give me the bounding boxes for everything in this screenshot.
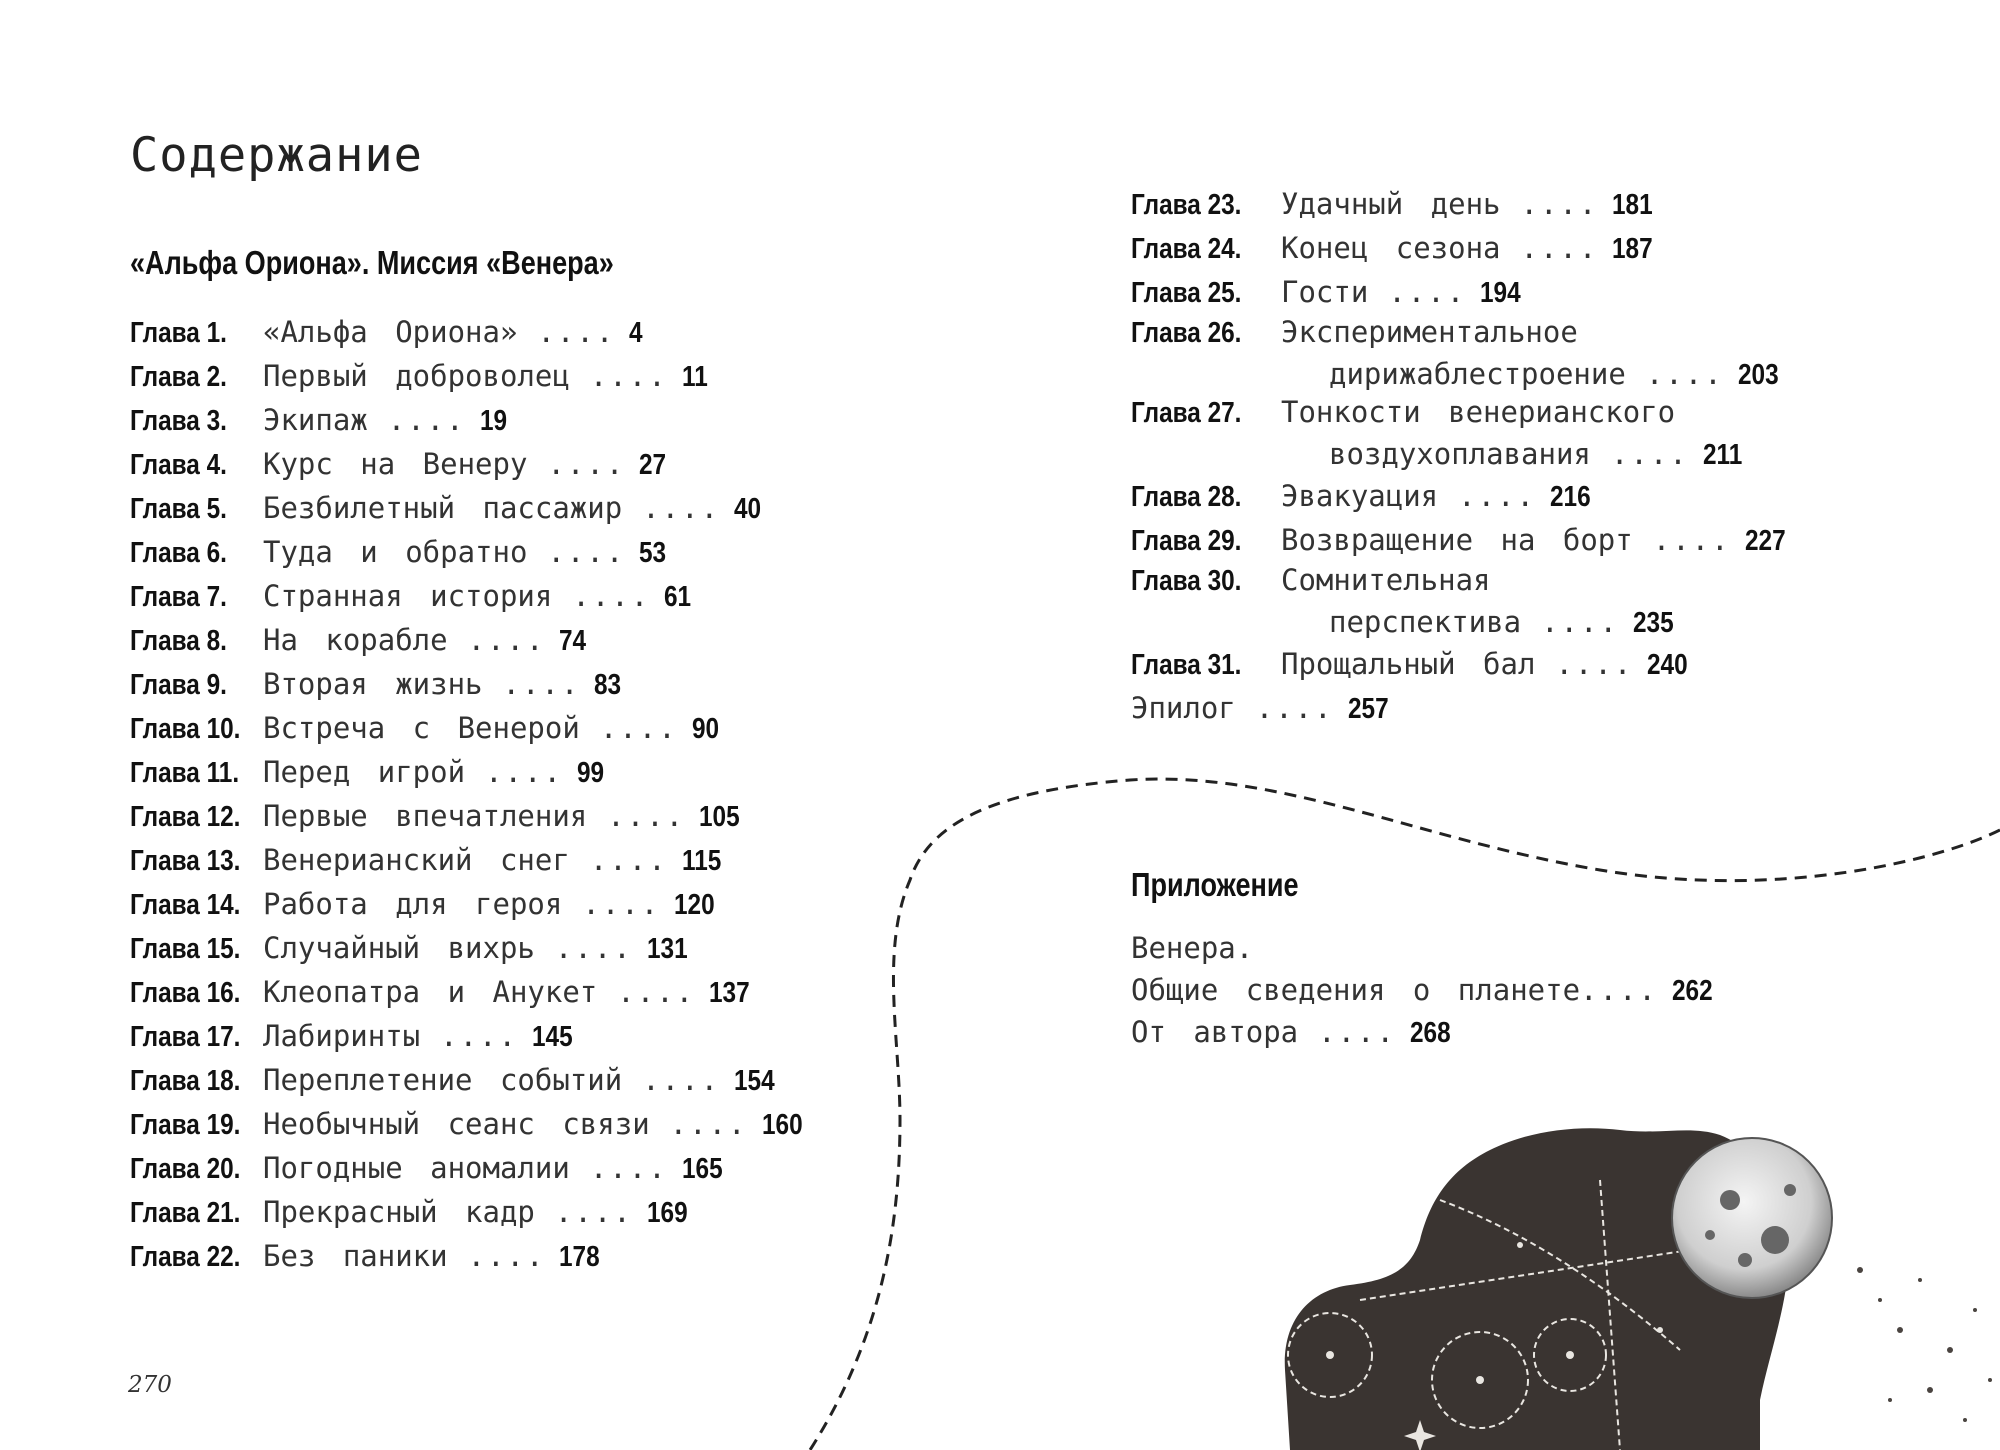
toc-entry: [130, 926, 810, 970]
appendix-title-cont-text: Общие сведения о планете: [1131, 973, 1581, 1007]
celestial-map-illustration: [1285, 1128, 1992, 1450]
chapter-title: Работа для героя: [263, 887, 563, 921]
page-number: 137: [709, 977, 750, 1009]
chapter-title-cont-text: дирижаблестроение: [1329, 357, 1626, 391]
dot-leader: ....: [642, 1063, 721, 1097]
page-number: 178: [559, 1241, 601, 1273]
dot-leader: ....: [387, 403, 466, 437]
toc-entry: [130, 662, 810, 706]
dot-leader: ....: [642, 491, 721, 525]
toc-entry: [130, 882, 810, 926]
toc-entry: [130, 970, 810, 1014]
chapter-label: Глава 31.: [1131, 649, 1242, 681]
page-number: 211: [1702, 439, 1743, 471]
epilogue-title: Эпилог: [1131, 691, 1236, 725]
chapter-title: На корабле: [263, 623, 448, 657]
dot-leader: ....: [1580, 973, 1658, 1007]
toc-entry: [130, 618, 810, 662]
page-number: 154: [734, 1065, 775, 1097]
chapter-title: Лабиринты: [263, 1019, 421, 1053]
page-number: 131: [646, 933, 688, 965]
chapter-title: Экипаж: [263, 403, 368, 437]
page-number: 203: [1737, 359, 1779, 391]
chapter-label: Глава 27.: [1131, 397, 1242, 429]
page-number: 40: [734, 493, 762, 525]
section-title: «Альфа Ориона». Миссия «Венера»: [130, 244, 614, 281]
chapter-label: Глава 13.: [130, 845, 241, 877]
chapter-title: Сомнительная: [1281, 563, 1491, 597]
toc-entry: [130, 398, 810, 442]
dot-leader: ....: [467, 623, 546, 657]
page-number: 74: [559, 625, 587, 657]
page-number: 257: [1347, 693, 1389, 725]
toc-entry: [130, 442, 810, 486]
chapter-title: Конец сезона: [1281, 231, 1501, 265]
chapter-title-continuation: [1329, 436, 1793, 478]
chapter-title: Переплетение событий: [263, 1063, 623, 1097]
toc-entry-epilogue: [1131, 686, 1793, 730]
chapter-title: «Альфа Ориона»: [263, 315, 518, 349]
page-number: 160: [761, 1109, 803, 1141]
chapter-title-cont-text: перспектива: [1329, 605, 1522, 639]
chapter-label: Глава 12.: [130, 801, 241, 833]
dot-leader: ....: [1458, 479, 1536, 513]
toc-entry: [130, 1146, 810, 1190]
dot-leader: ....: [589, 359, 668, 393]
toc-entry: [1131, 562, 1793, 642]
chapter-title: Случайный вихрь: [263, 931, 535, 965]
dot-leader: ....: [1645, 357, 1724, 391]
dot-leader: ....: [669, 1107, 748, 1141]
chapter-title: Странная история: [263, 579, 553, 613]
chapter-label: Глава 19.: [130, 1109, 241, 1141]
chapter-label: Глава 21.: [130, 1197, 241, 1229]
dot-leader: ....: [1388, 275, 1467, 309]
toc-entry: [130, 1234, 810, 1278]
chapter-title: Экспериментальное: [1281, 315, 1578, 349]
chapter-title: Вторая жизнь: [263, 667, 483, 701]
chapter-title: Необычный сеанс связи: [263, 1107, 650, 1141]
chapter-title: Прощальный бал: [1281, 647, 1536, 681]
chapter-title: Тонкости венерианского: [1281, 395, 1676, 429]
dot-leader: ....: [547, 535, 626, 569]
chapter-title: Без паники: [263, 1239, 448, 1273]
toc-entry: [130, 838, 810, 882]
page-number: 165: [681, 1153, 723, 1185]
toc-title: Содержание: [130, 128, 423, 183]
page-number: 240: [1647, 649, 1688, 681]
chapter-title: Туда и обратно: [263, 535, 528, 569]
chapter-label: Глава 26.: [1131, 317, 1242, 349]
chapter-label: Глава 30.: [1131, 565, 1242, 597]
chapter-label: Глава 10.: [130, 713, 241, 745]
chapter-title-continuation: [1329, 604, 1793, 646]
page-number: 216: [1549, 481, 1591, 513]
chapter-title: Венерианский снег: [263, 843, 570, 877]
dot-leader: ....: [1652, 523, 1731, 557]
dot-leader: ....: [1520, 231, 1599, 265]
chapter-label: Глава 24.: [1131, 233, 1242, 265]
dot-leader: ....: [607, 799, 686, 833]
page-number: 268: [1409, 1017, 1451, 1049]
page-number: 83: [594, 669, 622, 701]
page-number: 53: [639, 537, 667, 569]
dot-leader: ....: [547, 447, 626, 481]
appendix-list: [1131, 930, 1720, 1054]
chapter-label: Глава 17.: [130, 1021, 241, 1053]
toc-entry: [130, 530, 810, 574]
toc-entry: [130, 750, 810, 794]
chapter-label: Глава 3.: [130, 405, 227, 437]
chapter-title: Возвращение на борт: [1281, 523, 1633, 557]
page-number: 235: [1632, 607, 1674, 639]
page-number: 90: [691, 713, 719, 745]
toc-entry: [130, 1190, 810, 1234]
dot-leader: ....: [1255, 691, 1334, 725]
chapter-title: Встреча с Венерой: [263, 711, 580, 745]
toc-entry: [1131, 226, 1793, 270]
toc-entry: [130, 794, 810, 838]
chapter-title: Клеопатра и Анукет: [263, 975, 598, 1009]
chapter-title: Прекрасный кадр: [263, 1195, 535, 1229]
toc-entry: [1131, 394, 1793, 474]
toc-entry: [1131, 518, 1793, 562]
toc-entry: [130, 706, 810, 750]
toc-entry: [130, 574, 810, 618]
page-number: 120: [674, 889, 715, 921]
toc-entry: [1131, 182, 1793, 226]
toc-entry: [1131, 314, 1793, 394]
dot-leader: ....: [1555, 647, 1634, 681]
page-number: 105: [699, 801, 740, 833]
chapter-label: Глава 22.: [130, 1241, 241, 1273]
chapter-label: Глава 8.: [130, 625, 227, 657]
chapter-label: Глава 15.: [130, 933, 241, 965]
page-number: 99: [576, 757, 605, 789]
appendix-title-continuation: [1131, 972, 1720, 1014]
dot-leader: ....: [589, 1151, 668, 1185]
chapter-label: Глава 7.: [130, 581, 227, 613]
dot-leader: ....: [599, 711, 678, 745]
page-number: 187: [1612, 233, 1654, 265]
chapter-title: Эвакуация: [1281, 479, 1439, 513]
dot-leader: ....: [502, 667, 581, 701]
dot-leader: ....: [440, 1019, 518, 1053]
toc-entry-appendix: [1131, 930, 1720, 1010]
chapter-title-cont-text: воздухоплавания: [1329, 437, 1591, 471]
dot-leader: ....: [554, 931, 633, 965]
chapter-label: Глава 2.: [130, 361, 227, 393]
dot-leader: ....: [537, 315, 616, 349]
chapter-label: Глава 18.: [130, 1065, 241, 1097]
page-number: 4: [629, 317, 643, 349]
toc-entry: [130, 310, 810, 354]
dot-leader: ....: [1520, 187, 1599, 221]
chapter-label: Глава 5.: [130, 493, 227, 525]
toc-entry: [130, 354, 810, 398]
chapter-label: Глава 16.: [130, 977, 241, 1009]
chapter-list-left: [130, 310, 810, 1278]
chapter-title: Перед игрой: [263, 755, 466, 789]
chapter-label: Глава 14.: [130, 889, 241, 921]
appendix-title: От автора: [1131, 1015, 1299, 1049]
dot-leader: ....: [1610, 437, 1689, 471]
chapter-label: Глава 1.: [130, 317, 227, 349]
toc-entry-appendix: [1131, 1010, 1720, 1054]
page-number: 145: [531, 1021, 573, 1053]
chapter-label: Глава 4.: [130, 449, 227, 481]
toc-entry: [130, 486, 810, 530]
chapter-label: Глава 25.: [1131, 277, 1242, 309]
chapter-label: Глава 28.: [1131, 481, 1242, 513]
page-number: 262: [1671, 975, 1713, 1007]
page-number: 227: [1744, 525, 1786, 557]
appendix-heading: Приложение: [1131, 866, 1299, 903]
page-number: 194: [1480, 277, 1521, 309]
page-number: 181: [1612, 189, 1654, 221]
page-number: 115: [681, 845, 721, 877]
dot-leader: ....: [572, 579, 651, 613]
appendix-title: Венера.: [1131, 931, 1254, 965]
toc-entry: [130, 1102, 810, 1146]
page-number: 19: [479, 405, 507, 437]
chapter-title: Безбилетный пассажир: [263, 491, 623, 525]
chapter-title: Удачный день: [1281, 187, 1501, 221]
toc-entry: [1131, 270, 1793, 314]
dot-leader: ....: [1541, 605, 1619, 639]
page-number: 11: [681, 361, 708, 393]
chapter-label: Глава 20.: [130, 1153, 241, 1185]
chapter-label: Глава 29.: [1131, 525, 1242, 557]
page-number: 27: [639, 449, 667, 481]
chapter-title-continuation: [1329, 356, 1793, 398]
page-folio: 270: [128, 1372, 172, 1398]
dot-leader: ....: [582, 887, 661, 921]
dot-leader: ....: [589, 843, 668, 877]
toc-entry: [130, 1058, 810, 1102]
toc-entry: [130, 1014, 810, 1058]
dot-leader: ....: [554, 1195, 633, 1229]
chapter-title: Погодные аномалии: [263, 1151, 570, 1185]
chapter-title: Первые впечатления: [263, 799, 588, 833]
chapter-label: Глава 9.: [130, 669, 227, 701]
dot-leader: ....: [617, 975, 696, 1009]
chapter-label: Глава 23.: [1131, 189, 1242, 221]
toc-entry: [1131, 474, 1793, 518]
page-number: 169: [646, 1197, 688, 1229]
chapter-title: Курс на Венеру: [263, 447, 528, 481]
toc-entry: [1131, 642, 1793, 686]
chapter-title: Первый доброволец: [263, 359, 570, 393]
chapter-list-right: [1131, 182, 1793, 730]
page-number: 61: [664, 581, 692, 613]
chapter-title: Гости: [1281, 275, 1369, 309]
dot-leader: ....: [485, 755, 563, 789]
dot-leader: ....: [467, 1239, 546, 1273]
chapter-label: Глава 11.: [130, 757, 240, 789]
dot-leader: ....: [1318, 1015, 1396, 1049]
chapter-label: Глава 6.: [130, 537, 227, 569]
